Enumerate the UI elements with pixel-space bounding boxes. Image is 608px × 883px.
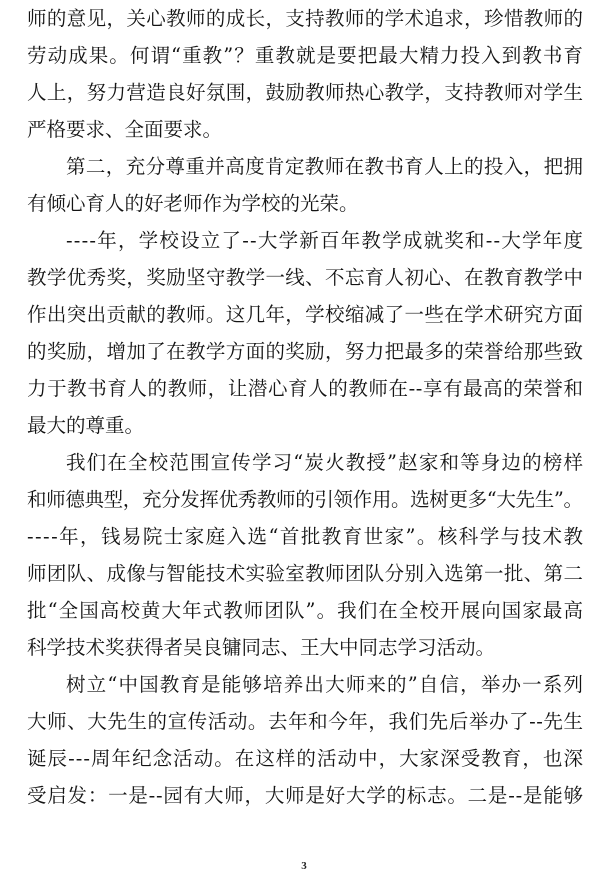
text-line: 师团队、成像与智能技术实验室教师团队分别入选第一批、第二 [27,562,584,585]
text-line: 和师德典型，充分发挥优秀教师的引领作用。选树更多“大先生”。 [27,488,583,511]
text-line: 科学技术奖获得者吴良镛同志、王大中同志学习活动。 [27,636,496,659]
text-line: 受启发：一是--园有大师，大师是好大学的标志。二是--是能够 [27,784,584,807]
text-line: 人上，努力营造良好氛围，鼓励教师热心教学，支持教师对学生 [27,81,584,104]
text-line: 树立“中国教育是能够培养出大师来的”自信，举办一系列 [66,673,585,696]
text-line: 严格要求、全面要求。 [27,118,223,141]
text-line: 教学优秀奖，奖励坚守教学一线、不忘育人初心、在教育教学中 [27,266,584,289]
paragraph [27,222,583,444]
paragraph [27,444,583,666]
text-line: 师的意见，关心教师的成长，支持教师的学术追求，珍惜教师的 [27,7,584,30]
text-line: 最大的尊重。 [27,414,145,437]
text-line: 力于教书育人的教师，让潜心育人的教师在--享有最高的荣誉和 [27,377,584,400]
text-line: 劳动成果。何谓“重教”？重教就是要把最大精力投入到教书育 [27,44,585,67]
text-line: 作出突出贡献的教师。这几年，学校缩减了一些在学术研究方面 [27,303,584,326]
text-line: 第二，充分尊重并高度肯定教师在教书育人上的投入，把拥 [66,155,584,178]
paragraph [27,666,583,814]
text-line: 的奖励，增加了在教学方面的奖励，努力把最多的荣誉给那些致 [27,340,584,363]
text-line: ----年，学校设立了--大学新百年教学成就奖和--大学年度 [66,229,585,252]
text-line: 诞辰---周年纪念活动。在这样的活动中，大家深受教育，也深 [27,747,585,770]
text-line: 批“全国高校黄大年式教师团队”。我们在全校开展向国家最高 [27,599,585,622]
page-number: 3 [301,860,307,872]
body-text [27,0,583,814]
text-line: 有倾心育人的好老师作为学校的光荣。 [27,192,359,215]
text-line: ----年，钱易院士家庭入选“首批教育世家”。核科学与技术教 [27,525,585,548]
text-line: 大师、大先生的宣传活动。去年和今年，我们先后举办了--先生 [27,710,584,733]
text-line: 我们在全校范围宣传学习“炭火教授”赵家和等身边的榜样 [66,451,585,474]
paragraph [27,0,583,148]
paragraph [27,148,583,222]
